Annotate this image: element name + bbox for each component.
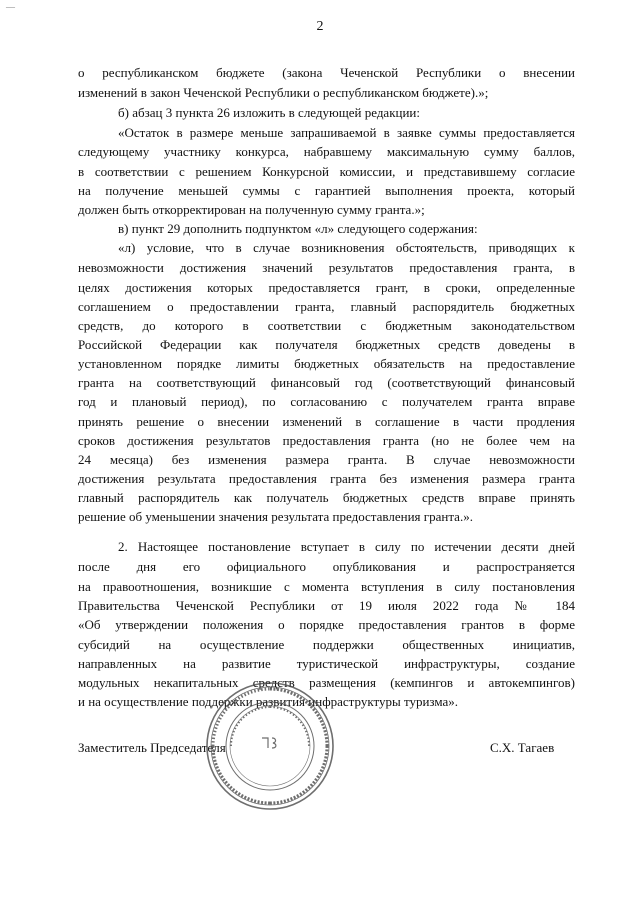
text-line: следующему участнику конкурса, набравшему максимальную сумму баллов, xyxy=(78,144,575,159)
corner-mark: — xyxy=(6,2,15,12)
text-line: «л) условие, что в случае возникновения обстоятельств, приводящих к xyxy=(118,240,575,255)
text-line: 2. Настоящее постановление вступает в силу по истечении десяти дней xyxy=(118,539,575,554)
text-line: принять решение о внесении изменений в соглашение в части продления xyxy=(78,414,575,429)
text-line: должен быть откорректирован на полученную сумму гранта.»; xyxy=(78,202,425,217)
text-line: и на осуществление поддержки развития инфраструктуры туризма». xyxy=(78,694,459,709)
text-line: субсидий на осуществление поддержки общественных инициатив, xyxy=(78,637,575,652)
text-line: целях достижения которых предоставляется грант, в сроки, определенные xyxy=(78,280,575,295)
text-line: в) пункт 29 дополнить подпунктом «л» следующего содержания: xyxy=(118,221,478,236)
text-line: решение об уменьшении значения результата предоставления гранта.». xyxy=(78,509,473,524)
text-line: направленных на развитие туристической инфраструктуры, создание xyxy=(78,656,575,671)
text-line: достижения результата предоставления гранта без изменения размера гранта xyxy=(78,471,575,486)
text-line: установленном порядке лимиты бюджетных обязательств на предоставление xyxy=(78,356,575,371)
signatory-name: С.Х. Тагаев xyxy=(490,740,555,755)
text-line: год и плановый период), по согласованию с получателем гранта вправе xyxy=(78,394,575,409)
text-line: «Остаток в размере меньше запрашиваемой в заявке суммы предоставляется xyxy=(118,125,575,140)
text-line: в соответствии с решением Конкурсной комиссии, и представившему согласие xyxy=(78,164,575,179)
text-line: изменений в закон Чеченской Республики о республиканском бюджете).»; xyxy=(78,85,489,100)
text-line: Российской Федерации как получателя бюджетных средств доведены в xyxy=(78,337,575,352)
text-line: о республиканском бюджете (закона Чеченской Республики о внесении xyxy=(78,65,575,80)
text-line: гранта на соответствующий финансовый год (соответствующий финансовый xyxy=(78,375,575,390)
text-line: средств, до которого в соответствии с бюджетным законодательством xyxy=(78,318,575,333)
text-line: модульных некапитальных средств размещения (кемпингов и автокемпингов) xyxy=(78,675,575,690)
text-line: 24 месяца) без изменения размера гранта. В случае невозможности xyxy=(78,452,575,467)
text-line: невозможности достижения значений результатов предоставления гранта, в xyxy=(78,260,575,275)
text-line: «Об утверждении положения о порядке предоставления грантов в форме xyxy=(78,617,575,632)
text-line: на правоотношения, возникшие с момента вступления в силу постановления xyxy=(78,579,575,594)
text-line: б) абзац 3 пункта 26 изложить в следующей редакции: xyxy=(118,105,421,120)
text-line: на получение меньшей суммы с гарантией выполнения проекта, который xyxy=(78,183,575,198)
page-number: 2 xyxy=(316,19,324,34)
text-line: после дня его официального опубликования и распространяется xyxy=(78,559,575,574)
text-line: главный распорядитель как получатель бюджетных средств вправе принять xyxy=(78,490,575,505)
signatory-position: Заместитель Председателя xyxy=(78,740,226,755)
text-line: сроков достижения результатов предоставления гранта (но не более чем на xyxy=(78,433,575,448)
text-line: соглашением о предоставлении гранта, главный распорядитель бюджетных xyxy=(78,299,575,314)
text-line: Правительства Чеченской Республики от 19 июля 2022 года № 184 xyxy=(78,598,575,613)
